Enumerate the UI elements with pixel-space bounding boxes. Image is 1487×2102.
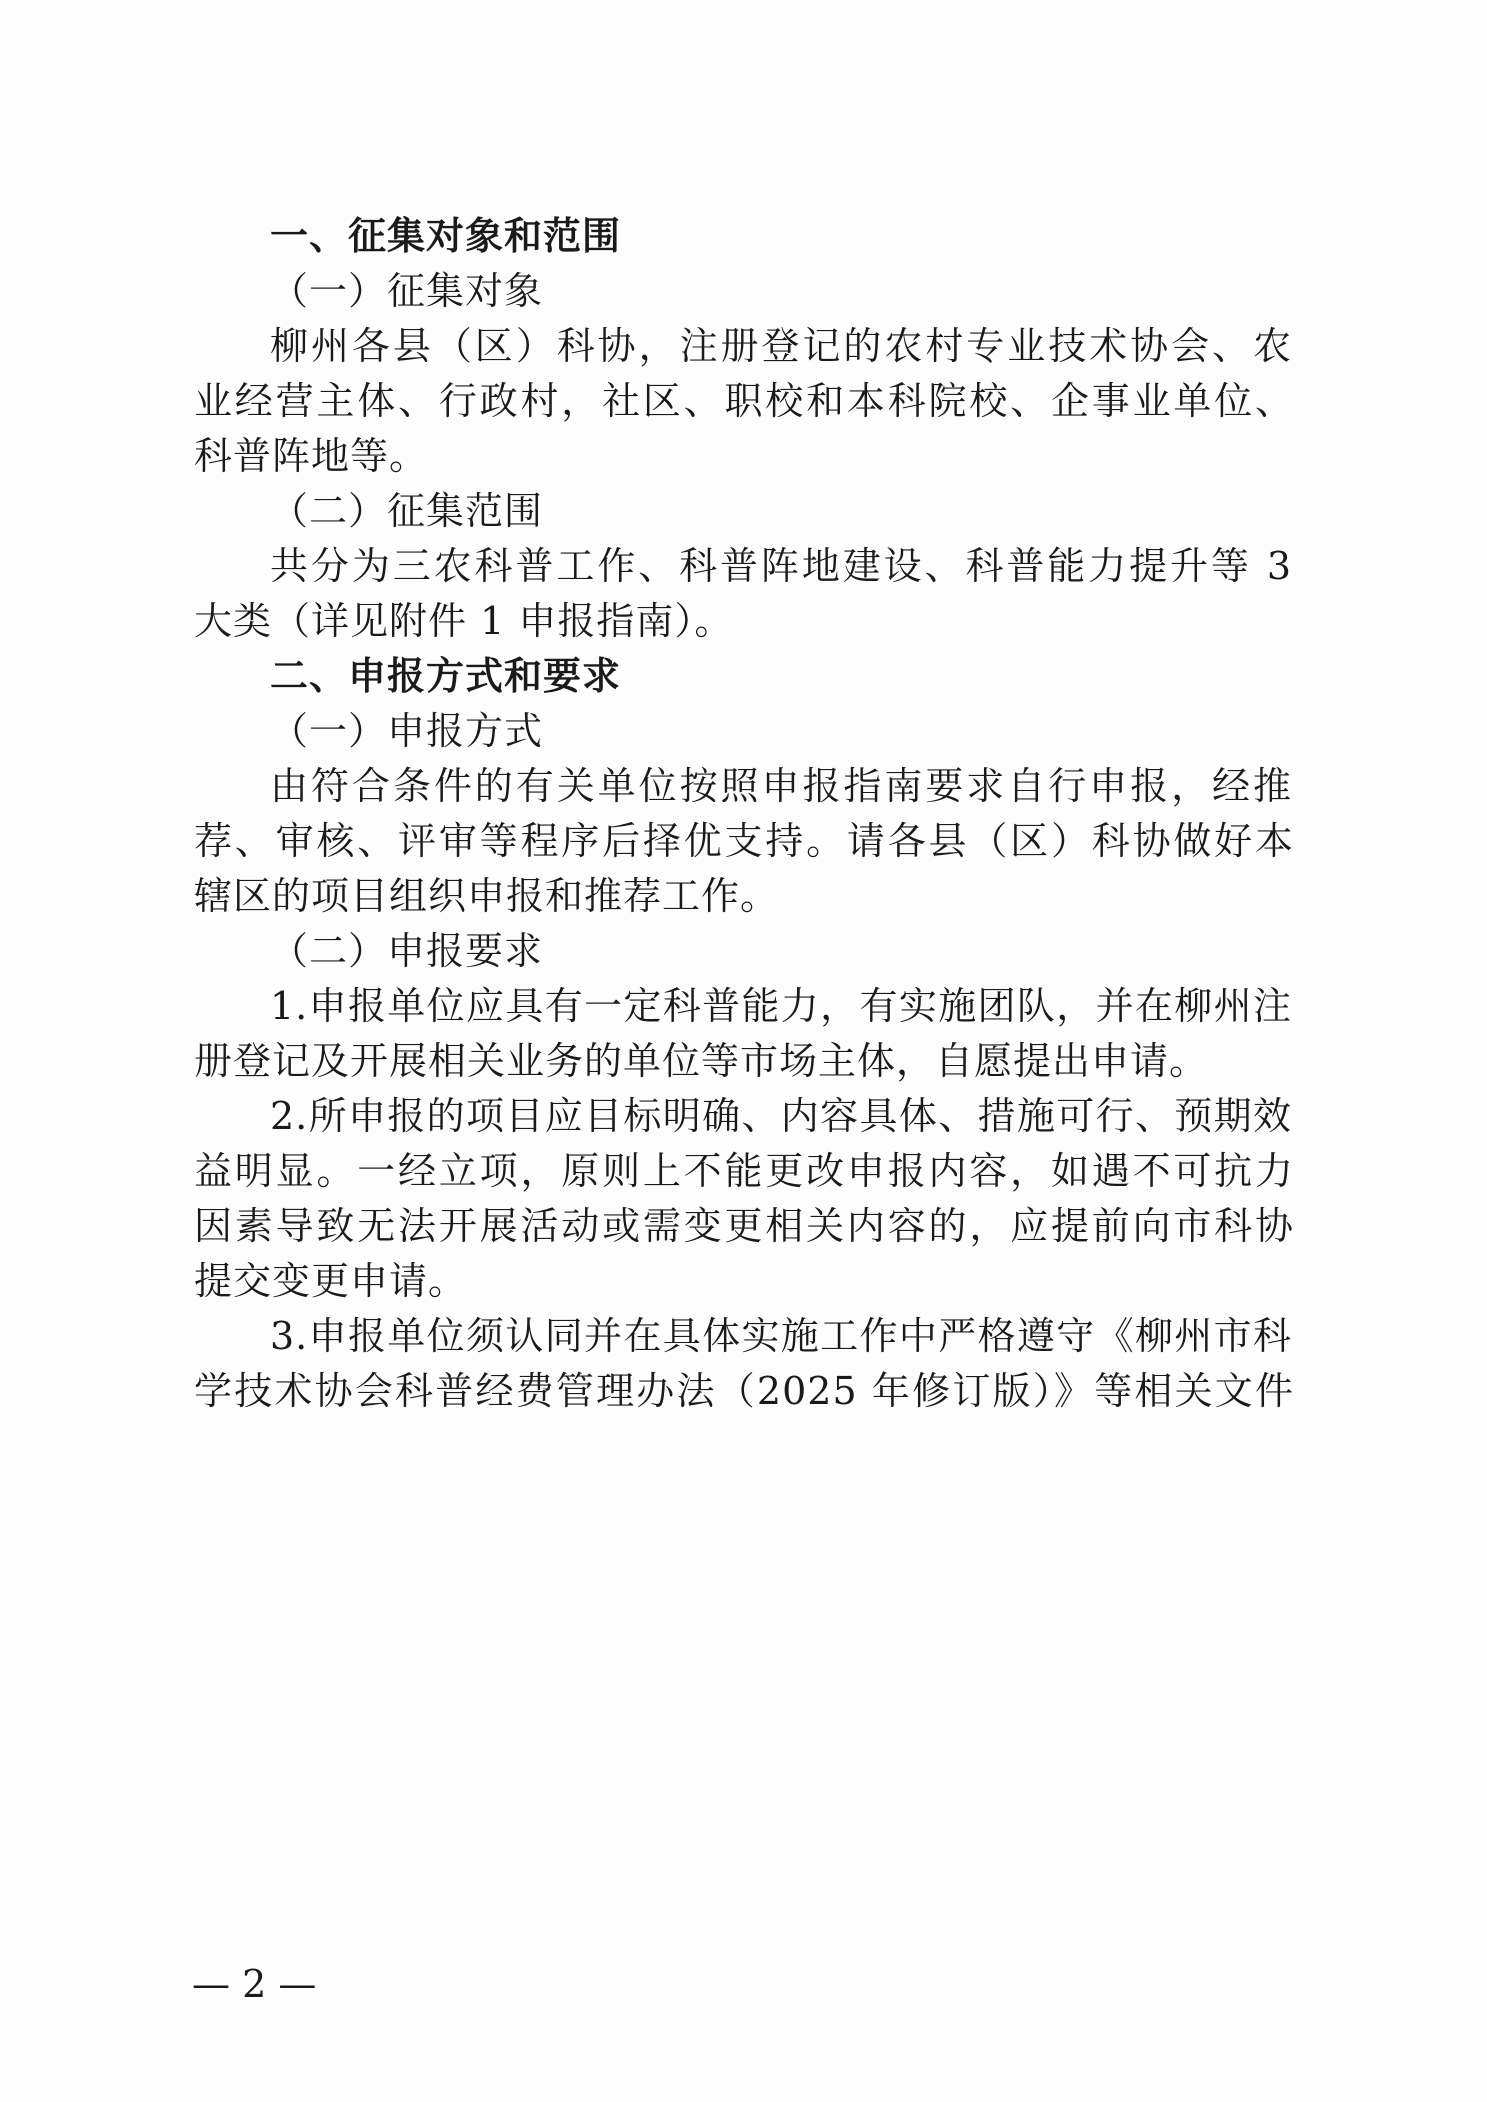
paragraph-line: 共分为三农科普工作、科普阵地建设、科普能力提升等 3: [270, 544, 1292, 588]
section-2-heading: 二、申报方式和要求: [270, 654, 622, 698]
paragraph-line: 提交变更申请。: [194, 1259, 468, 1303]
subsection-1-2-title: （二）征集范围: [270, 489, 544, 533]
paragraph-line: 荐、审核、评审等程序后择优支持。请各县（区）科协做好本: [194, 819, 1294, 863]
paragraph-line: 3.申报单位须认同并在具体实施工作中严格遵守《柳州市科: [270, 1314, 1292, 1358]
paragraph-line: 益明显。一经立项，原则上不能更改申报内容，如遇不可抗力: [194, 1149, 1294, 1193]
paragraph-line: 科普阵地等。: [194, 434, 429, 478]
subsection-2-2-title: （二）申报要求: [270, 929, 544, 973]
paragraph-line: 1.申报单位应具有一定科普能力，有实施团队，并在柳州注: [270, 984, 1292, 1028]
paragraph-line: 业经营主体、行政村，社区、职校和本科院校、企事业单位、: [194, 379, 1294, 423]
paragraph-line: 大类（详见附件 1 申报指南）。: [194, 599, 734, 643]
page-number: — 2 —: [192, 1962, 317, 2006]
paragraph-line: 因素导致无法开展活动或需变更相关内容的，应提前向市科协: [194, 1204, 1294, 1248]
paragraph-line: 柳州各县（区）科协，注册登记的农村专业技术协会、农: [270, 324, 1292, 368]
subsection-2-1-title: （一）申报方式: [270, 709, 544, 753]
paragraph-line: 学技术协会科普经费管理办法（2025 年修订版）》等相关文件: [194, 1369, 1294, 1413]
paragraph-line: 辖区的项目组织申报和推荐工作。: [194, 874, 780, 918]
paragraph-line: 册登记及开展相关业务的单位等市场主体，自愿提出申请。: [194, 1039, 1209, 1083]
paragraph-line: 由符合条件的有关单位按照申报指南要求自行申报，经推: [270, 764, 1292, 808]
paragraph-line: 2.所申报的项目应目标明确、内容具体、措施可行、预期效: [270, 1094, 1292, 1138]
section-1-heading: 一、征集对象和范围: [270, 214, 622, 258]
subsection-1-1-title: （一）征集对象: [270, 269, 544, 313]
